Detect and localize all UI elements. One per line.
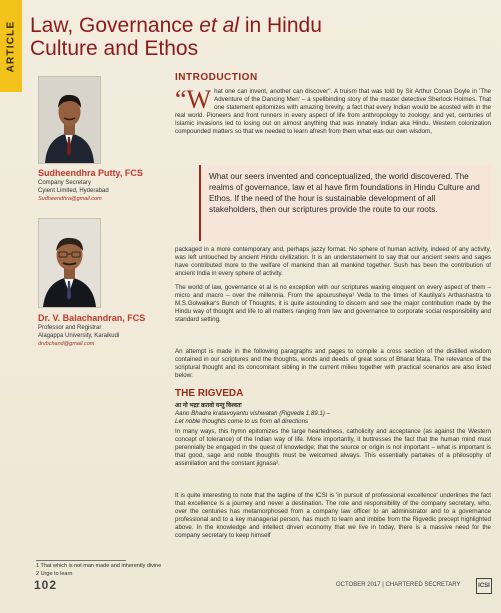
rigveda-verse-block <box>175 402 491 426</box>
sanskrit-verse: आ नो भद्राः क्रतवो यन्तु विश्वतः <box>175 403 242 409</box>
author-photo-2 <box>38 218 101 308</box>
author-org: Alagappa University, Karaikudi <box>38 333 120 339</box>
icsi-logo-icon: ICSI <box>476 578 492 594</box>
running-footer: OCTOBER 2017 | CHARTERED SECRETARY <box>336 582 461 588</box>
article-title: Law, Governance et al in Hindu Culture and Ethos <box>30 14 322 60</box>
pull-quote: What our seers invented and conceptualized, the world discovered. The realms of governance, law et al have firm foundations in Hindu Culture and Ethos. If the need of the hour is sustainable development of all stakeholders, then our scriptures provide the route to our roots. <box>199 165 491 241</box>
body-paragraph-2: The world of law, governance et al is no exception with our scriptures waxing eloquent on every aspect of them – micro and macro – over the millennia. From the apourusheya¹ Veda to the times of Kautilya's Arthashastra to M.S.Golwalkar's Bunch of Thoughts, it is quite astounding to discern and see the major contribution made by the Hindu way of thought and life to all matters ranging from law and governance to corporate social responsibility and standard setting. <box>175 284 491 324</box>
author-role: Company Secretary <box>38 180 92 186</box>
author-role: Professor and Registrar <box>38 325 102 331</box>
page-number: 102 <box>34 578 58 592</box>
introduction-heading: INTRODUCTION <box>175 72 258 83</box>
author-email[interactable]: drvbchand@gmail.com <box>38 341 95 347</box>
author-email[interactable]: Sudheendhra@gmail.com <box>38 196 102 202</box>
body-paragraph-4: In many ways, this hymn epitomizes the large heartedness, catholicity and acceptance (as against the Western concept of tolerance) of the Indian way of life. More importantly, it buttresses the fact that the human mind must perennially be engaged in the quest of knowledge; that the source or origin is not important – what is important is that good, sage and noble thoughts must be welcomed always. This essentially partakes of a philosophy of assimilation and the constant jignasa². <box>175 428 491 468</box>
author-name: Sudheendhra Putty, FCS <box>38 168 143 178</box>
section-tab <box>0 0 22 92</box>
intro-lead-paragraph: hat one can invent, another can discover". A truism that was told by Sir Arthur Conan Doyle in 'The Adventure of the Dancing Men' – a spellbinding story of the master detective Sherlock Holmes. That one statement epitomizes with amazing brevity, a fact that every Indian would be acosted with in the real world. Pioneers and front runners in every aspect of life from anthropology to zoology; and yet, centuries of Islamic invasions led to losing out on almost anything that was innately Indian aka Hindu. Western colonization compounded matters so that we needed to learn afresh from them what was our own wisdom, <box>175 88 491 136</box>
drop-cap: “W <box>175 85 212 114</box>
author-bio-2 <box>38 312 158 348</box>
rigveda-heading: THE RIGVEDA <box>175 388 244 399</box>
footnote-1: 1 That which is not man made and inherently divine <box>36 563 162 569</box>
section-tab-label: ARTICLE <box>5 20 17 72</box>
author-photo-1 <box>38 76 101 164</box>
introduction-body <box>175 85 491 137</box>
author-org: Cyient Limited, Hyderabad <box>38 188 109 194</box>
verse-transliteration: Aano Bhadra kratavoyantu vishwatah (Rigveda 1.89.1) – <box>175 410 331 417</box>
body-paragraph-5: It is quite interesting to note that the tagline of the ICSI is 'in pursuit of professional excellence' underlines the fact that excellence is a journey and never a destination. The role and responsibility of the company secretary, who, over the centuries has metamorphosed from a company law officer to an administrator and to a governance professional and to a key managerial person, has much to learn and imbibe from the Rigvedic precept highlighted above. In the knowledge and intellect driven economy that we live in today, there is a massive need for the company secretary to keep himself <box>175 492 491 540</box>
verse-translation: Let noble thoughts come to us from all directions <box>175 418 309 425</box>
author-portrait-1 <box>39 77 100 163</box>
author-portrait-2 <box>39 219 100 307</box>
footnote-2: 2 Urge to learn <box>36 571 73 577</box>
author-bio-1 <box>38 167 158 203</box>
author-name: Dr. V. Balachandran, FCS <box>38 313 146 323</box>
body-paragraph-1: packaged in a more contemporary and, perhaps jazzy format. No sphere of human activity, indeed of any activity, was left untouched by ancient Hindu civilization. It is an understatement to say that our ancient seers and sages have contributed more to the welfare of mankind than all mankind together. Sush has been the contribution of ancient India in every sphere of activity. <box>175 246 491 278</box>
footnote-divider <box>36 560 126 561</box>
footnotes <box>36 560 491 578</box>
body-paragraph-3: An attempt is made in the following paragraphs and pages to compile a cross section of the distilled wisdom contained in our scriptures and the thoughts, words and deeds of great sons of Bharat Mata. The relevance of the scriptural thought and its concomitant sibling in the current milieu together with practical scenarios are also listed below: <box>175 348 491 380</box>
